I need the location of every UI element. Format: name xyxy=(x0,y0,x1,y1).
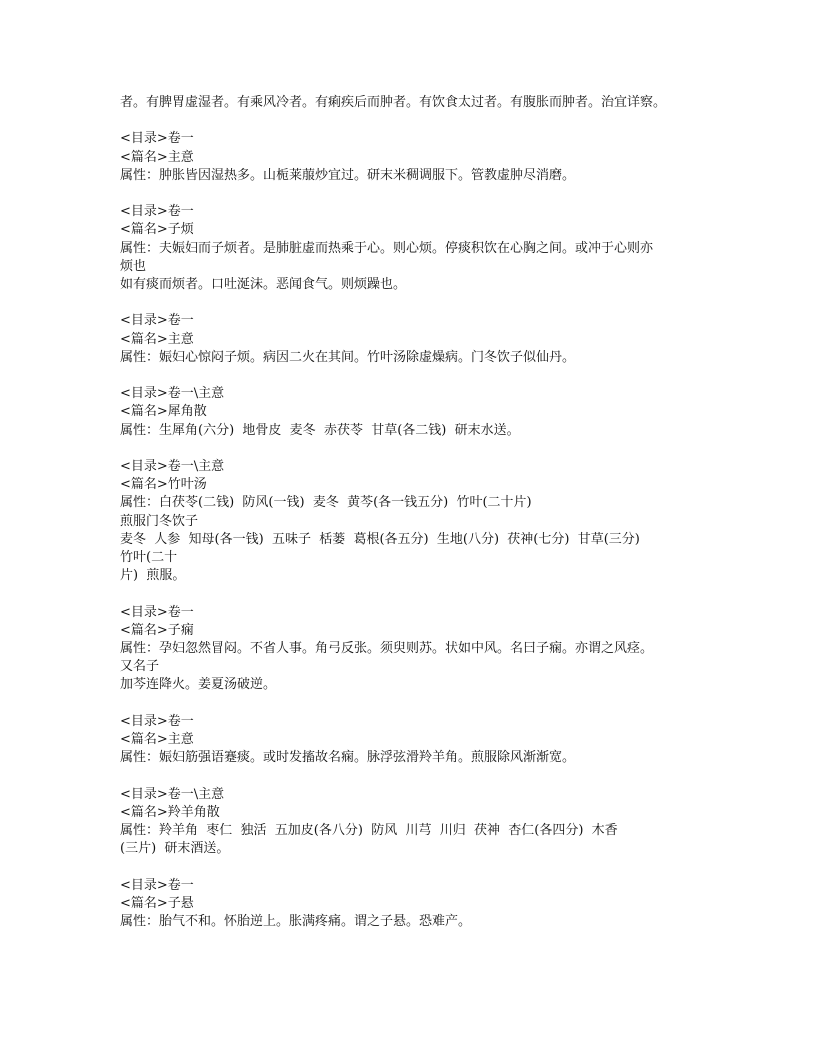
catalog-line: <目录>卷一 xyxy=(120,604,194,620)
attribute-line: 属性：娠妇筋强语蹇痰。或时发搐故名痫。脉浮弦滑羚羊角。煎服除风渐渐宽。 xyxy=(120,750,576,766)
attribute-line: 属性：白茯苓(二钱) 防风(一钱) 麦冬 黄芩(各一钱五分) 竹叶(二十片) xyxy=(120,495,532,511)
attribute-line: 属性：夫娠妇而子烦者。是肺脏虚而热乘于心。则心烦。停痰积饮在心胸之间。或冲于心则亦 xyxy=(120,240,654,256)
chapter-title-line: <篇名>子烦 xyxy=(120,222,194,238)
body-text-line: 加芩连降火。姜夏汤破逆。 xyxy=(120,677,277,693)
body-text-line: 麦冬 人参 知母(各一钱) 五味子 栝蒌 葛根(各五分) 生地(八分) 茯神(七分) 甘草(三分) xyxy=(120,531,640,547)
body-text-line: 煎服门冬饮子 xyxy=(120,513,199,529)
body-text-line: 竹叶(二十 xyxy=(120,550,178,565)
body-text-line: 者。有脾胃虚湿者。有乘风冷者。有痢疾后而肿者。有饮食太过者。有腹胀而肿者。治宜详察。 xyxy=(120,95,667,110)
attribute-line: 属性：孕妇忽然冒闷。不省人事。角弓反张。须臾则苏。状如中风。名曰子痫。亦谓之风痉。 xyxy=(120,641,654,656)
catalog-line: <目录>卷一 xyxy=(120,877,194,893)
chapter-title-line: <篇名>犀角散 xyxy=(120,404,207,420)
attribute-line: 属性：羚羊角 枣仁 独活 五加皮(各八分) 防风 川芎 川归 茯神 杏仁(各四分) 木香 xyxy=(120,823,618,838)
blank-line xyxy=(120,695,705,713)
chapter-title-line: <篇名>主意 xyxy=(120,732,194,747)
chapter-title-line: <篇名>子悬 xyxy=(120,895,194,911)
body-text-line: (三片) 研末酒送。 xyxy=(120,841,230,857)
catalog-line: <目录>卷一\主意 xyxy=(120,386,225,402)
chapter-title-line: <篇名>主意 xyxy=(120,331,194,347)
document-page xyxy=(120,94,705,931)
catalog-line: <目录>卷一 xyxy=(120,131,194,147)
catalog-line: <目录>卷一\主意 xyxy=(120,458,225,474)
blank-line xyxy=(120,185,705,203)
attribute-line: 属性：生犀角(六分) 地骨皮 麦冬 赤茯苓 甘草(各二钱) 研末水送。 xyxy=(120,422,520,438)
chapter-title-line: <篇名>主意 xyxy=(120,149,194,165)
chapter-title-line: <篇名>竹叶汤 xyxy=(120,477,207,493)
attribute-line: 属性：娠妇心惊闷子烦。病因二火在其间。竹叶汤除虚燥病。门冬饮子似仙丹。 xyxy=(120,349,576,365)
attribute-line: 属性：肿胀皆因湿热多。山栀莱菔炒宜过。研末米稠调服下。管教虚肿尽消磨。 xyxy=(120,167,576,183)
attribute-line: 属性：胎气不和。怀胎逆上。胀满疼痛。谓之子悬。恐难产。 xyxy=(120,914,472,929)
body-text-line: 烦也 xyxy=(120,258,147,274)
catalog-line: <目录>卷一 xyxy=(120,204,194,220)
blank-line xyxy=(120,367,705,385)
blank-line xyxy=(120,294,705,312)
blank-line xyxy=(120,767,705,785)
blank-line xyxy=(120,585,705,603)
catalog-line: <目录>卷一 xyxy=(120,313,194,329)
body-text-line: 又名子 xyxy=(120,659,160,675)
chapter-title-line: <篇名>羚羊角散 xyxy=(120,804,220,820)
catalog-line: <目录>卷一 xyxy=(120,713,194,729)
blank-line xyxy=(120,112,705,130)
chapter-title-line: <篇名>子痫 xyxy=(120,622,194,638)
catalog-line: <目录>卷一\主意 xyxy=(120,786,225,802)
blank-line xyxy=(120,858,705,876)
body-text-line: 片) 煎服。 xyxy=(120,568,186,584)
body-text-line: 如有痰而烦者。口吐涎沫。恶闻食气。则烦躁也。 xyxy=(120,277,407,292)
blank-line xyxy=(120,440,705,458)
